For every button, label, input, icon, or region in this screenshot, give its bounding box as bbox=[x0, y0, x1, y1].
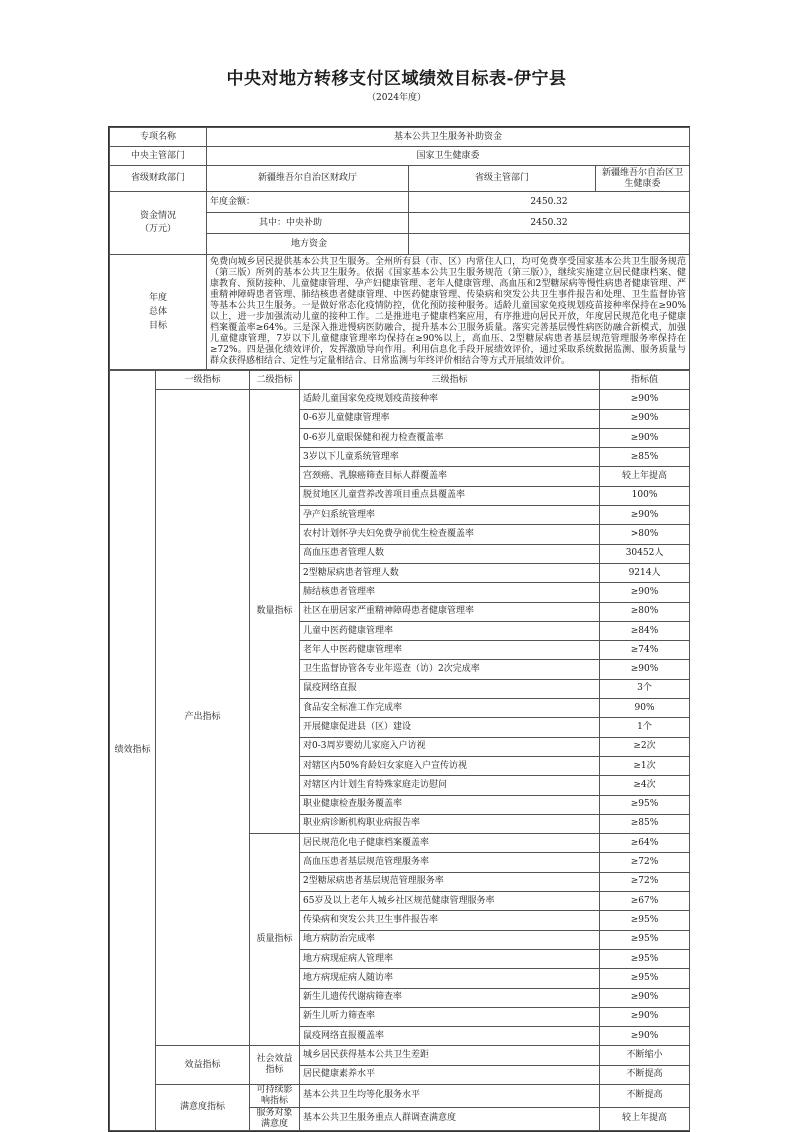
local-funds-label: 地方资金 bbox=[207, 234, 409, 255]
header-level1: 一级指标 bbox=[156, 371, 250, 390]
project-name-label: 专项名称 bbox=[110, 128, 207, 147]
indicator-name: 儿童中医药健康管理率 bbox=[300, 621, 600, 640]
indicator-value: 较上年提高 bbox=[600, 1107, 690, 1130]
service-satisfaction-label: 服务对象满意度 bbox=[250, 1107, 300, 1130]
indicator-value: ≥2次 bbox=[600, 737, 690, 756]
output-indicator-label: 产出指标 bbox=[156, 390, 250, 1046]
indicator-value: ≥95% bbox=[600, 795, 690, 814]
indicator-value: ≥85% bbox=[600, 448, 690, 467]
indicator-name: 高血压患者管理人数 bbox=[300, 544, 600, 563]
indicator-name: 开展健康促进县（区）建设 bbox=[300, 718, 600, 737]
indicator-value: 不断提高 bbox=[600, 1084, 690, 1107]
annual-amount-value: 2450.32 bbox=[409, 192, 690, 213]
indicator-name: 传染病和突发公共卫生事件报告率 bbox=[300, 911, 600, 930]
indicator-value: ≥90% bbox=[600, 428, 690, 447]
indicator-value: ≥64% bbox=[600, 834, 690, 853]
indicator-name: 适龄儿童国家免疫规划疫苗接种率 bbox=[300, 390, 600, 409]
info-table bbox=[109, 127, 690, 370]
indicator-value: ≥90% bbox=[600, 1007, 690, 1026]
indicator-name: 肺结核患者管理率 bbox=[300, 583, 600, 602]
indicator-row bbox=[110, 1084, 690, 1107]
indicator-name: 基本公共卫生均等化服务水平 bbox=[300, 1084, 600, 1107]
indicator-name: 2型糖尿病患者基层规范管理服务率 bbox=[300, 872, 600, 891]
indicator-value: ≥90% bbox=[600, 583, 690, 602]
indicator-value: 90% bbox=[600, 699, 690, 718]
indicator-name: 职业病诊断机构职业病报告率 bbox=[300, 814, 600, 833]
indicator-name: 宫颈癌、乳腺癌筛查目标人群覆盖率 bbox=[300, 467, 600, 486]
indicator-value: ≥90% bbox=[600, 390, 690, 409]
header-level3: 三级指标 bbox=[300, 371, 600, 390]
indicator-value: ≥67% bbox=[600, 892, 690, 911]
indicator-value: 不断缩小 bbox=[600, 1046, 690, 1065]
prov-dept-label: 省级主管部门 bbox=[409, 166, 596, 192]
indicator-name: 2型糖尿病患者管理人数 bbox=[300, 563, 600, 582]
indicator-value: ≥90% bbox=[600, 506, 690, 525]
header-value: 指标值 bbox=[600, 371, 690, 390]
quality-indicator-label: 质量指标 bbox=[250, 834, 300, 1046]
indicator-name: 0-6岁儿童健康管理率 bbox=[300, 409, 600, 428]
indicator-name: 65岁及以上老年人城乡社区规范健康管理服务率 bbox=[300, 892, 600, 911]
prov-dept-value: 新疆维吾尔自治区卫生健康委 bbox=[596, 166, 690, 192]
satisfaction-indicator-label: 满意度指标 bbox=[156, 1084, 250, 1130]
indicator-value: ≥90% bbox=[600, 988, 690, 1007]
sustain-impact-label: 可持续影响指标 bbox=[250, 1084, 300, 1107]
performance-indicator-label: 绩效指标 bbox=[110, 371, 156, 1131]
indicator-name: 农村计划怀孕夫妇免费孕前优生检查覆盖率 bbox=[300, 525, 600, 544]
indicator-value: 9214人 bbox=[600, 563, 690, 582]
indicator-value: ≥90% bbox=[600, 409, 690, 428]
indicator-value: ≥72% bbox=[600, 872, 690, 891]
performance-form bbox=[108, 126, 690, 1132]
indicator-name: 食品安全标准工作完成率 bbox=[300, 699, 600, 718]
central-subsidy-label: 其中：中央补助 bbox=[207, 213, 409, 234]
prov-finance-value: 新疆维吾尔自治区财政厅 bbox=[207, 166, 409, 192]
annual-objective-text: 免费向城乡居民提供基本公共卫生服务。全州所有县（市、区）内常住人口，均可免费享受国家基本公共卫生服务规范（第三版）所列的基本公共卫生服务。依据《国家基本公共卫生服务规范（第三版）》，继续实施建立居民健康档案、健康教育、预防接种、儿童健康管理、孕产妇健康管理、老年人健康管理、高血压和2型糖尿病等慢性病患者健康管理、严重精神障碍患者管理、肺结核患者健康管理、中医药健康管理、传染病和突发公共卫生事件报告和处理、卫生监督协管等基本公共卫生服务。一是做好常态化疫情防控，优化预防接种服务。适龄儿童国家免疫规划疫苗接种率保持在≥90%以上，进一步加强流动儿童的接种工作。二是推进电子健康档案应用，有序推进向居民开放，年度居民规范化电子健康档案覆盖率≥64%。三是深入推进慢病医防融合，提升基本公卫服务质量。落实完善基层慢性病医防融合新模式，加强儿童健康管理，7岁以下儿童健康管理率均保持在≥90%以上，高血压、2型糖尿病患者基层规范管理服务率保持在≥72%。四是强化绩效评价，发挥激励导向作用。利用信息化手段开展绩效评价，通过采取系统数据监测、服务质量与群众获得感相结合、定性与定量相结合、日常监测与年终评价相结合等方式开展绩效评价。 bbox=[207, 255, 690, 370]
project-name-value: 基本公共卫生服务补助资金 bbox=[207, 128, 690, 147]
header-level2: 二级指标 bbox=[250, 371, 300, 390]
indicator-name: 脱贫地区儿童营养改善项目重点县覆盖率 bbox=[300, 486, 600, 505]
indicator-name: 对辖区内计划生育特殊家庭走访慰问 bbox=[300, 776, 600, 795]
indicator-value: ≥84% bbox=[600, 621, 690, 640]
indicator-name: 社区在册居家严重精神障碍患者健康管理率 bbox=[300, 602, 600, 621]
indicator-name: 居民规范化电子健康档案覆盖率 bbox=[300, 834, 600, 853]
indicator-value: ≥90% bbox=[600, 660, 690, 679]
indicator-value: ≥95% bbox=[600, 911, 690, 930]
indicator-name: 城乡居民获得基本公共卫生差距 bbox=[300, 1046, 600, 1065]
indicator-value: >80% bbox=[600, 525, 690, 544]
indicator-name: 0-6岁儿童眼保健和视力检查覆盖率 bbox=[300, 428, 600, 447]
page-title: 中央对地方转移支付区域绩效目标表-伊宁县 bbox=[226, 69, 567, 89]
indicator-value: ≥85% bbox=[600, 814, 690, 833]
funds-label: 资金情况（万元） bbox=[110, 192, 207, 255]
indicator-value: ≥72% bbox=[600, 853, 690, 872]
indicator-row bbox=[110, 1046, 690, 1065]
indicator-name: 3岁以下儿童系统管理率 bbox=[300, 448, 600, 467]
quantity-indicator-label: 数量指标 bbox=[250, 390, 300, 834]
annual-objective-label: 年度总体目标 bbox=[110, 255, 207, 370]
indicator-name: 老年人中医药健康管理率 bbox=[300, 641, 600, 660]
prov-finance-label: 省级财政部门 bbox=[110, 166, 207, 192]
indicator-table bbox=[109, 370, 690, 1131]
central-dept-value: 国家卫生健康委 bbox=[207, 147, 690, 166]
indicator-value: 30452人 bbox=[600, 544, 690, 563]
indicator-name: 地方病现症病人管理率 bbox=[300, 949, 600, 968]
central-dept-label: 中央主管部门 bbox=[110, 147, 207, 166]
indicator-name: 新生儿听力筛查率 bbox=[300, 1007, 600, 1026]
indicator-name: 鼠疫网络直报 bbox=[300, 679, 600, 698]
indicator-name: 地方病防治完成率 bbox=[300, 930, 600, 949]
local-funds-value bbox=[409, 234, 690, 255]
indicator-value: ≥95% bbox=[600, 949, 690, 968]
central-subsidy-value: 2450.32 bbox=[409, 213, 690, 234]
indicator-value: 1个 bbox=[600, 718, 690, 737]
indicator-value: ≥1次 bbox=[600, 756, 690, 775]
indicator-value: ≥90% bbox=[600, 1027, 690, 1046]
indicator-name: 对辖区内50%育龄妇女家庭入户宣传访视 bbox=[300, 756, 600, 775]
indicator-name: 对0-3周岁婴幼儿家庭入户访视 bbox=[300, 737, 600, 756]
indicator-name: 新生儿遗传代谢病筛查率 bbox=[300, 988, 600, 1007]
indicator-name: 职业健康检查服务覆盖率 bbox=[300, 795, 600, 814]
year-label: （2024年度） bbox=[367, 93, 426, 103]
indicator-value: ≥74% bbox=[600, 641, 690, 660]
indicator-name: 鼠疫网络直报覆盖率 bbox=[300, 1027, 600, 1046]
indicator-name: 高血压患者基层规范管理服务率 bbox=[300, 853, 600, 872]
indicator-value: 较上年提高 bbox=[600, 467, 690, 486]
indicator-name: 居民健康素养水平 bbox=[300, 1065, 600, 1084]
indicator-value: 不断提高 bbox=[600, 1065, 690, 1084]
indicator-name: 地方病现症病人随访率 bbox=[300, 969, 600, 988]
indicator-value: ≥80% bbox=[600, 602, 690, 621]
indicator-name: 卫生监督协管各专业年巡查（访）2次完成率 bbox=[300, 660, 600, 679]
indicator-value: 100% bbox=[600, 486, 690, 505]
indicator-name: 孕产妇系统管理率 bbox=[300, 506, 600, 525]
indicator-name: 基本公共卫生服务重点人群调查满意度 bbox=[300, 1107, 600, 1130]
indicator-value: ≥95% bbox=[600, 969, 690, 988]
annual-amount-label: 年度金额： bbox=[207, 192, 409, 213]
indicator-row bbox=[110, 390, 690, 409]
indicator-value: ≥4次 bbox=[600, 776, 690, 795]
indicator-value: 3个 bbox=[600, 679, 690, 698]
indicator-value: ≥95% bbox=[600, 930, 690, 949]
social-benefit-label: 社会效益指标 bbox=[250, 1046, 300, 1085]
benefit-indicator-label: 效益指标 bbox=[156, 1046, 250, 1085]
